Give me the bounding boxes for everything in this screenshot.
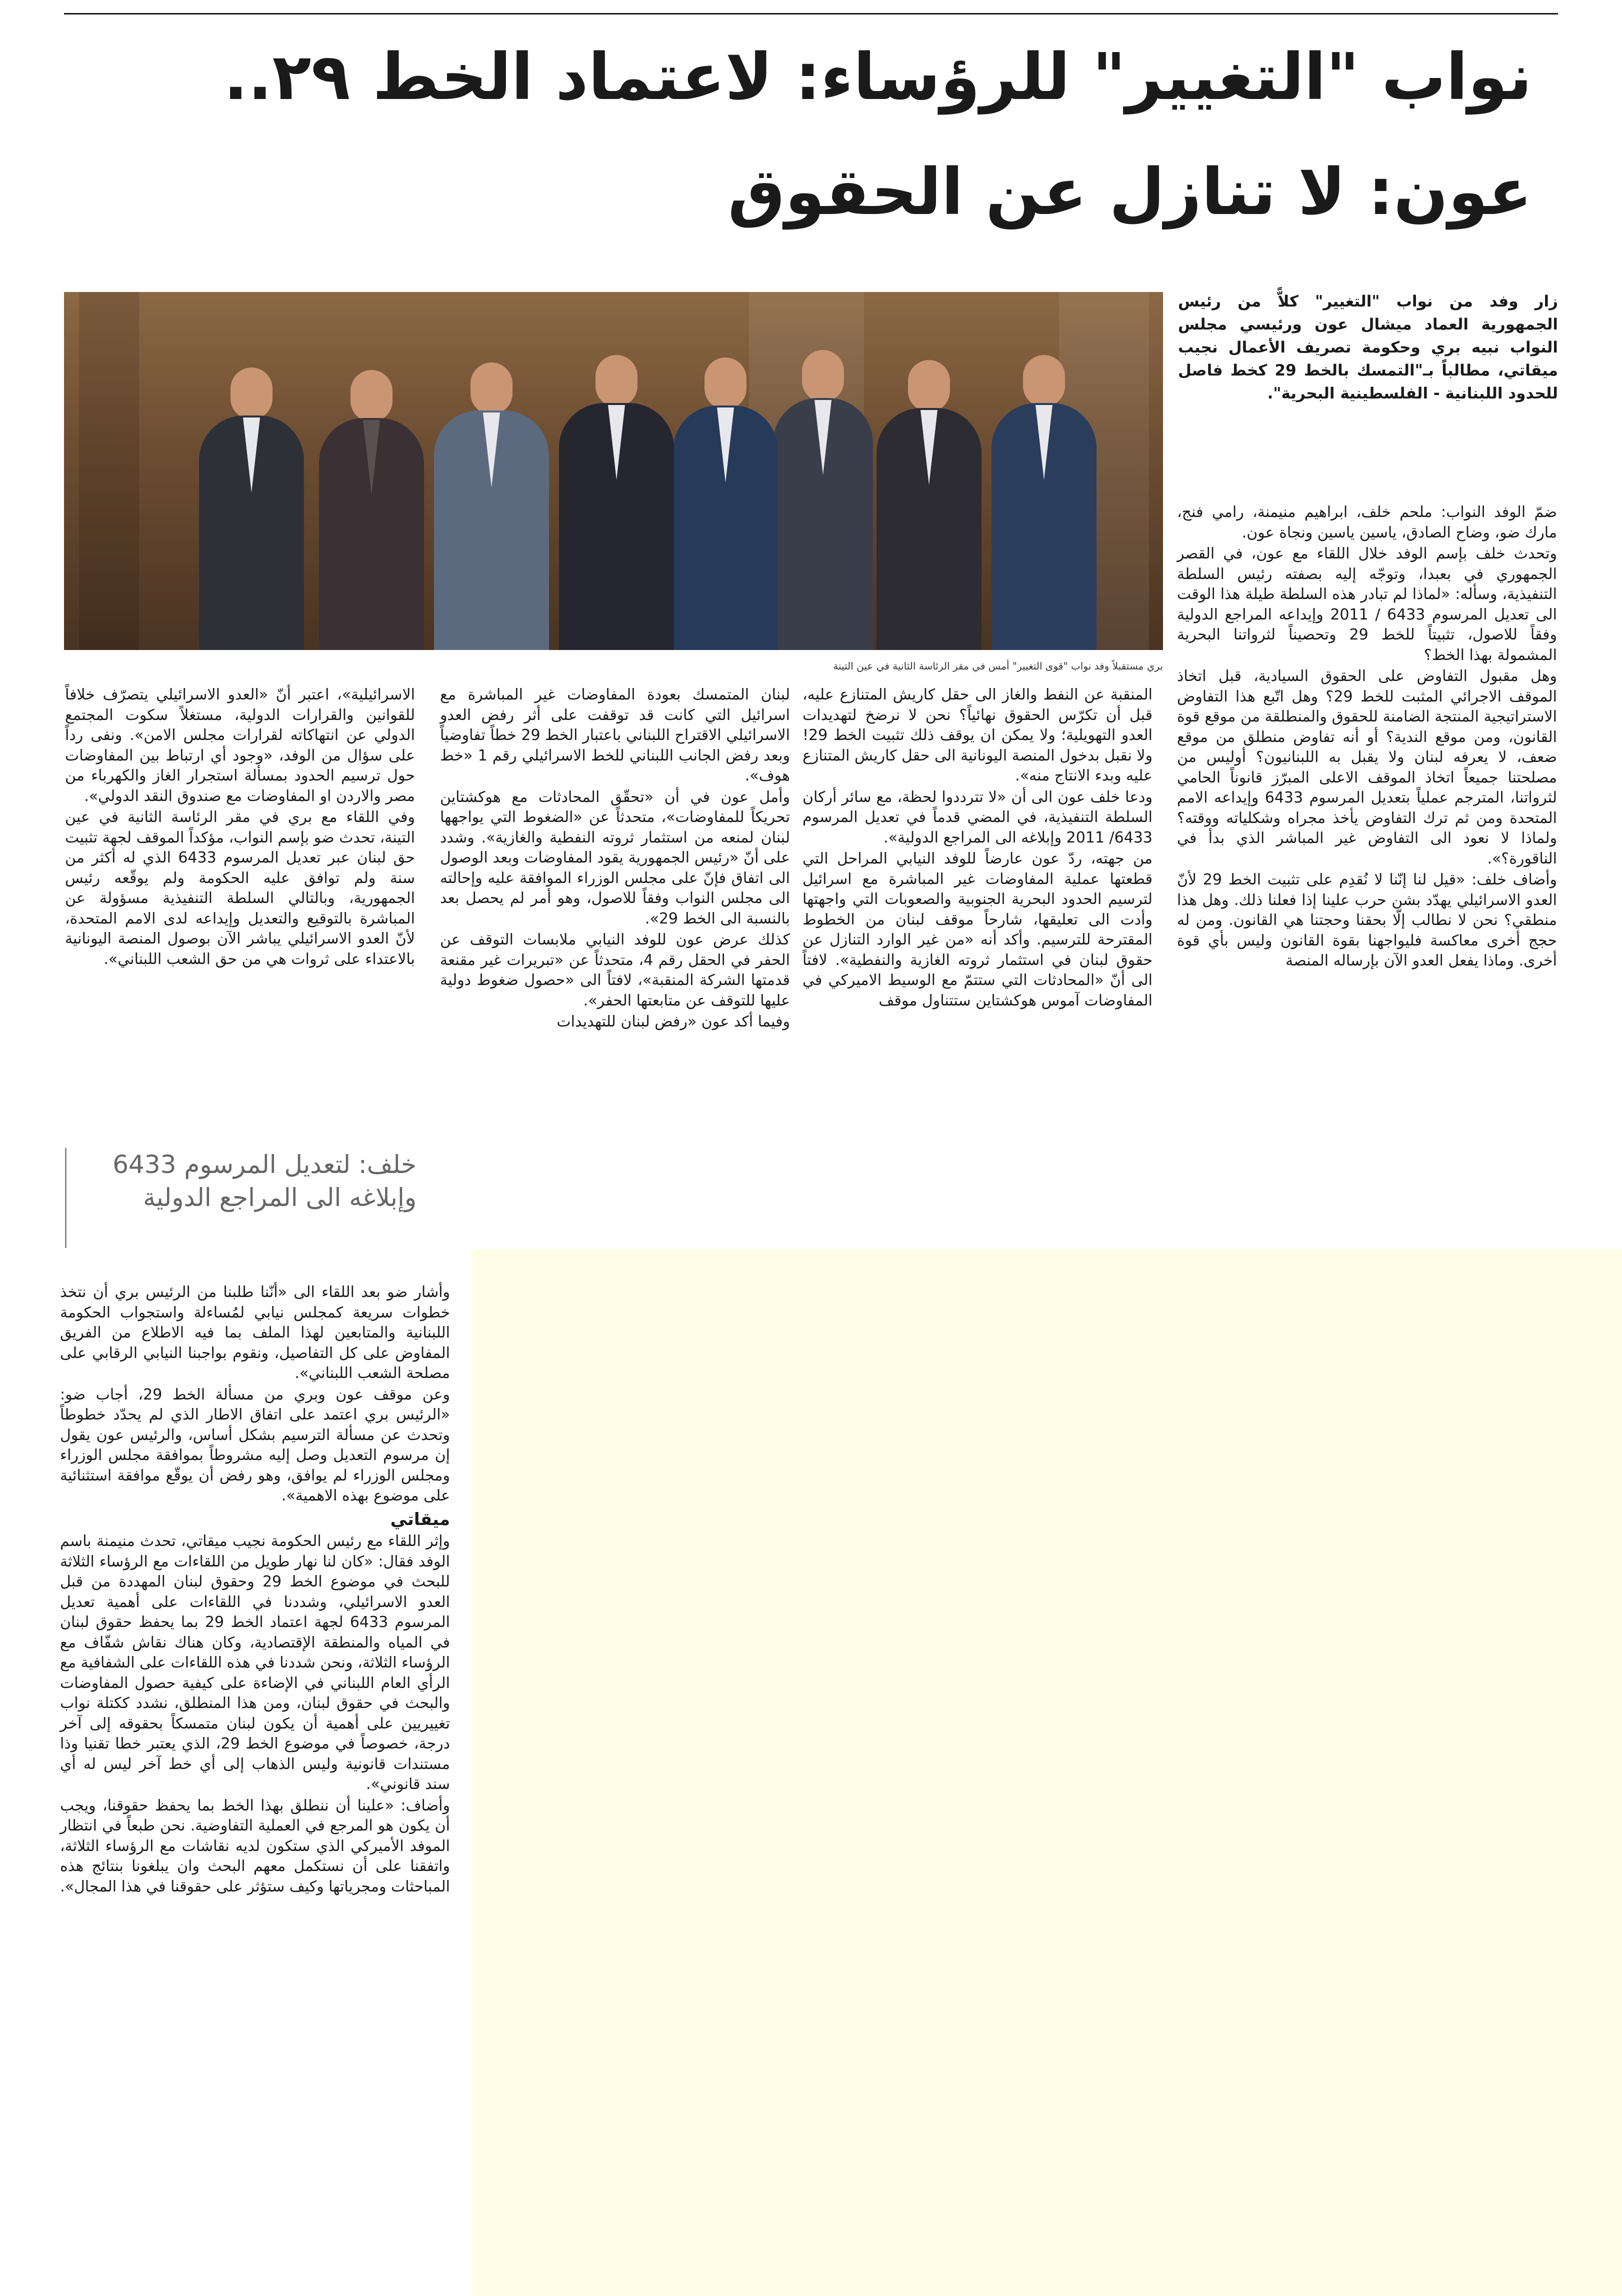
article-column-4-bottom [60,1282,450,1897]
paragraph: وأمل عون في أن «تحقّق المحادثات مع هوكشتاين تحريكاً للمفاوضات»، متحدثاً عن «الضغوط التي يواجهها لبنان لمنعه من استثمار ثروته النفطية والغازية». وشدد على أنّ «رئيس الجمهورية يقود المفاوضات وبعد الوصول الى اتفاق فإنّ على مجلس الوزراء الموافقة عليه وإحالته الى مجلس النواب وفقاً للاصول، وهو أمر لم يحصل بعد بالنسبة الى الخط 29». [440,788,790,928]
paragraph: لبنان المتمسك بعودة المفاوضات غير المباشرة مع اسرائيل التي كانت قد توقفت على أثر رفض العدو الاسرائيلي الاقتراح اللبناني باعتبار الخط 29 خطاً تفاوضياً وبعد رفض الجانب اللبناني للخط الاسرائيلي رقم 1 «خط هوف». [440,686,790,784]
article-column-2 [802,685,1152,1011]
paragraph: وإثر اللقاء مع رئيس الحكومة نجيب ميقاتي، تحدث منيمنة باسم الوفد فقال: «كان لنا نهار طويل من اللقاءات مع الرؤساء الثلاثة للبحث في موضوع الخط 29 وحقوق لبنان المهددة من قبل العدو الاسرائيلي، وشددنا في اللقاءات على أهمية تعديل المرسوم 6433 لجهة اعتماد الخط 29 بما يحفظ حقوق لبنان في المياه والمنطقة الإقتصادية، وكان هناك نقاش شفّاف مع الرؤساء الثلاثة، ونحن شددنا في هذه اللقاءات على الشفافية مع الرأي العام اللبناني في الإضاءة على كيفية حصول المفاوضات والبحث في حقوق لبنان، ومن هذا المنطلق، نشدد ككتلة نواب تغييريين على أهمية أن يكون لبنان متمسكاً بحقوقه إلى آخر درجة، خصوصاً في موضوع الخط 29، الذي يعتبر خطا تقنيا وذا مستندات قانونية وليس الذهاب إلى أي خط آخر ليس له أي سند قانوني». [60,1532,450,1793]
pull-quote: خلف: لتعديل المرسوم 6433 وإبلاغه الى المراجع الدولية [65,1148,416,1248]
paragraph: وأشار ضو بعد اللقاء الى «أنّنا طلبنا من الرئيس بري أن نتخذ خطوات سريعة كمجلس نيابي لمُساءلة واستجواب الحكومة اللبنانية والمتابعين لهذا الملف بما فيه الاطلاع من الفريق المفاوض على كل التفاصيل، ونقوم بواجبنا النيابي الرقابي على مصلحة الشعب اللبناني». [60,1284,450,1382]
paragraph: الاسرائيلية»، اعتبر أنّ «العدو الاسرائيلي يتصرّف خلافاً للقوانين والقرارات الدولية، مستغلاً سكوت المجتمع الدولي عن انتهاكاته لقرارات مجلس الامن». ونفى رداً على سؤال من الوفد، «وجود أي ارتباط بين المفاوضات حول ترسيم الحدود بمسألة استجرار الغاز والكهرباء من مصر والاردن او المفاوضات مع صندوق النقد الدولي». [65,686,415,805]
paragraph: كذلك عرض عون للوفد النيابي ملابسات التوقف عن الحفر في الحقل رقم 4، متحدثاً عن «تبريرات غير مقنعة قدمتها الشركة المنقبة»، لافتاً الى «حصول ضغوط دولية عليها للتوقف عن متابعتها الحفر». [440,931,790,1010]
paragraph: وتحدث خلف بإسم الوفد خلال اللقاء مع عون، في القصر الجمهوري في بعبدا، وتوجّه إليه بصفته رئيس السلطة التنفيذية، وسأله: «لماذا لم تبادر هذه السلطة طيلة هذا الوقت الى تعديل المرسوم 6433 / 2011 وإيداعه المراجع الدولية وفقاً للاصول، تثبيتاً للخط 29 وتحصيناً لثرواتنا البحرية المشمولة بهذا الخط؟ [1177,545,1557,664]
empty-ad-space [472,1249,1622,2296]
paragraph: ضمّ الوفد النواب: ملحم خلف، ابراهيم منيمنة، رامي فنج، مارك ضو، وضاح الصادق، ياسين ياسين ونجاة عون. [1177,504,1557,542]
headline-line-2: عون: لا تنازل عن الحقوق [728,155,1532,230]
photo-person [199,368,304,650]
paragraph: من جهته، ردّ عون عارضاً للوفد النيابي المراحل التي قطعتها عملية المفاوضات غير المباشرة مع اسرائيل لترسيم الحدود البحرية الجنوبية والصعوبات التي واجهتها وأدت الى تعليقها، شارحاً موقف لبنان من الخطوط المقترحة للترسيم. وأكد أنه «من غير الوارد التنازل عن حقوق لبنان في استثمار ثروته الغازية والنفطية». لافتاً الى أنّ «المحادثات التي ستتمّ مع الوسيط الاميركي في المفاوضات آموس هوكشتاين ستتناول موقف [802,850,1152,1010]
paragraph: المنقبة عن النفط والغاز الى حقل كاريش المتنازع عليه، قبل أن تكرّس الحقوق نهائياً؟ نحن لا نرضخ لتهديدات العدو التهويلية؛ ولا يمكن ان يوقف ذلك تثبيت الخط 29! ولا نقبل بدخول المنصة اليونانية الى حقل كاريش المتنازع عليه وبدء الانتاج منه». [802,686,1152,784]
article-column-1 [1177,502,1557,972]
photo-person [319,370,424,650]
paragraph: وفيما أكد عون «رفض لبنان للتهديدات [556,1013,790,1030]
photo-person [559,355,674,650]
photo-person [876,360,982,650]
photo-person [434,362,549,650]
article-column-4-top [65,685,415,970]
paragraph: وأضاف: «علينا أن ننطلق بهذا الخط بما يحفظ حقوقنا، ويجب أن يكون هو المرجع في العملية التفاوضية. نحن طبعاً في انتظار الموفد الأميركي الذي ستكون لديه نقاشات مع الرؤساء الثلاثة، واتفقنا على أن نستكمل معهم البحث وان يبلغونا بنتائج هذه المباحثات ومجرياتها وكيف ستؤثر على حقوقنا في هذا المجال». [60,1796,450,1896]
headline-line-1: نواب "التغيير" للرؤساء: لاعتماد الخط ٢٩.. [224,40,1532,114]
paragraph: وعن موقف عون وبري من مسألة الخط 29، أجاب ضو: «الرئيس بري اعتمد على اتفاق الاطار الذي لم يحدّد خطوطاً وتحدث عن مسألة الترسيم بشكل أساس، والرئيس عون يقول إن مرسوم التعديل وصل إليه مشروطاً بموافقة مجلس الوزراء ومجلس الوزراء لم يوافق، وهو رفض أن يوقّع موافقة استثنائية على موضوع بهذه الاهمية». [60,1386,450,1504]
article-column-3 [440,685,790,1032]
paragraph: وفي اللقاء مع بري في مقر الرئاسة الثانية في عين التينة، تحدث ضو بإسم النواب، مؤكداً الموقف لجهة تثبيت حق لبنان عبر تعديل المرسوم 6433 الذي له أكثر من سنة ولم توافق عليه الحكومة ولم يوقّعه رئيس الجمهورية، وبالتالي السلطة التنفيذية مسؤولة عن المباشرة بالتوقيع والتعديل وإيداعه لدى الامم المتحدة، لأنّ العدو الاسرائيلي يباشر الآن بوصول المنصة اليونانية بالاعتداء على ثروات هي من حق الشعب اللبناني». [65,808,416,968]
photo-person [773,350,873,650]
paragraph: ودعا خلف عون الى أن «لا تترددوا لحظة، مع سائر أركان السلطة التنفيذية، في المضي قدماً في تعديل المرسوم 6433/ 2011 وإبلاغه الى المراجع الدولية». [802,788,1152,846]
article-photo [64,292,1163,650]
photo-person [992,355,1096,650]
paragraph: وأضاف خلف: «قيل لنا إنّنا لا نُقدِم على تثبيت الخط 29 لأنّ العدو الاسرائيلي يهدّد بشن حرب علينا إذا فعلنا ذلك. وهل هذا منطقي؟ نحن لا نطالب إلّا بحقنا وحجتنا هي القانون. ومن له حجج أخرى معاكسة فليواجهنا بقوة القانون وليس بأي قوة أخرى. وماذا يفعل العدو الآن بإرساله المنصة [1177,871,1557,970]
top-rule [64,13,1558,14]
lead-paragraph: زار وفد من نواب "التغيير" كلاًّ من رئيس الجمهورية العماد ميشال عون ورئيسي مجلس النواب نبيه بري وحكومة تصريف الأعمال نجيب ميقاتي، مطالباً بـ"التمسك بالخط 29 كخط فاصل للحدود اللبنانية - الفلسطينية البحرية". [1178,292,1558,402]
headline [75,20,1532,250]
photo-person [673,358,778,650]
photo-caption: بري مستقبلاً وفد نواب "قوى التغيير" أمس في مقر الرئاسة الثانية في عين التينة [833,660,1163,672]
section-subhead: ميقاتي [390,1509,450,1530]
paragraph: وهل مقبول التفاوض على الحقوق السيادية، قبل اتخاذ الموقف الاجرائي المثبت للخط 29؟ وهل اتّبع هذا التفاوض الاستراتيجية المنتجة الضامنة للحقوق والمنطلقة من موقع قوة القانون، ومن موقع الندية؟ أو أنه تفاوض منطلق من موقع ضعف، لا يعرفه لبنان ولا يقبل به اللبنانيون؟ أوليس من مصلحتنا جميعاً اتخاذ الموقف الاعلى المبرّز قانوناً الحامي لثرواتنا، المترجم عملياً بتعديل المرسوم 6433 وإيداعه الامم المتحدة ومن ثم ترك التفاوض يأخذ مجراه وشكلياته ووقته؟ ولماذا لا نعود الى التفاوض غير المباشر الذي بدأ في الناقورة؟». [1177,668,1557,868]
